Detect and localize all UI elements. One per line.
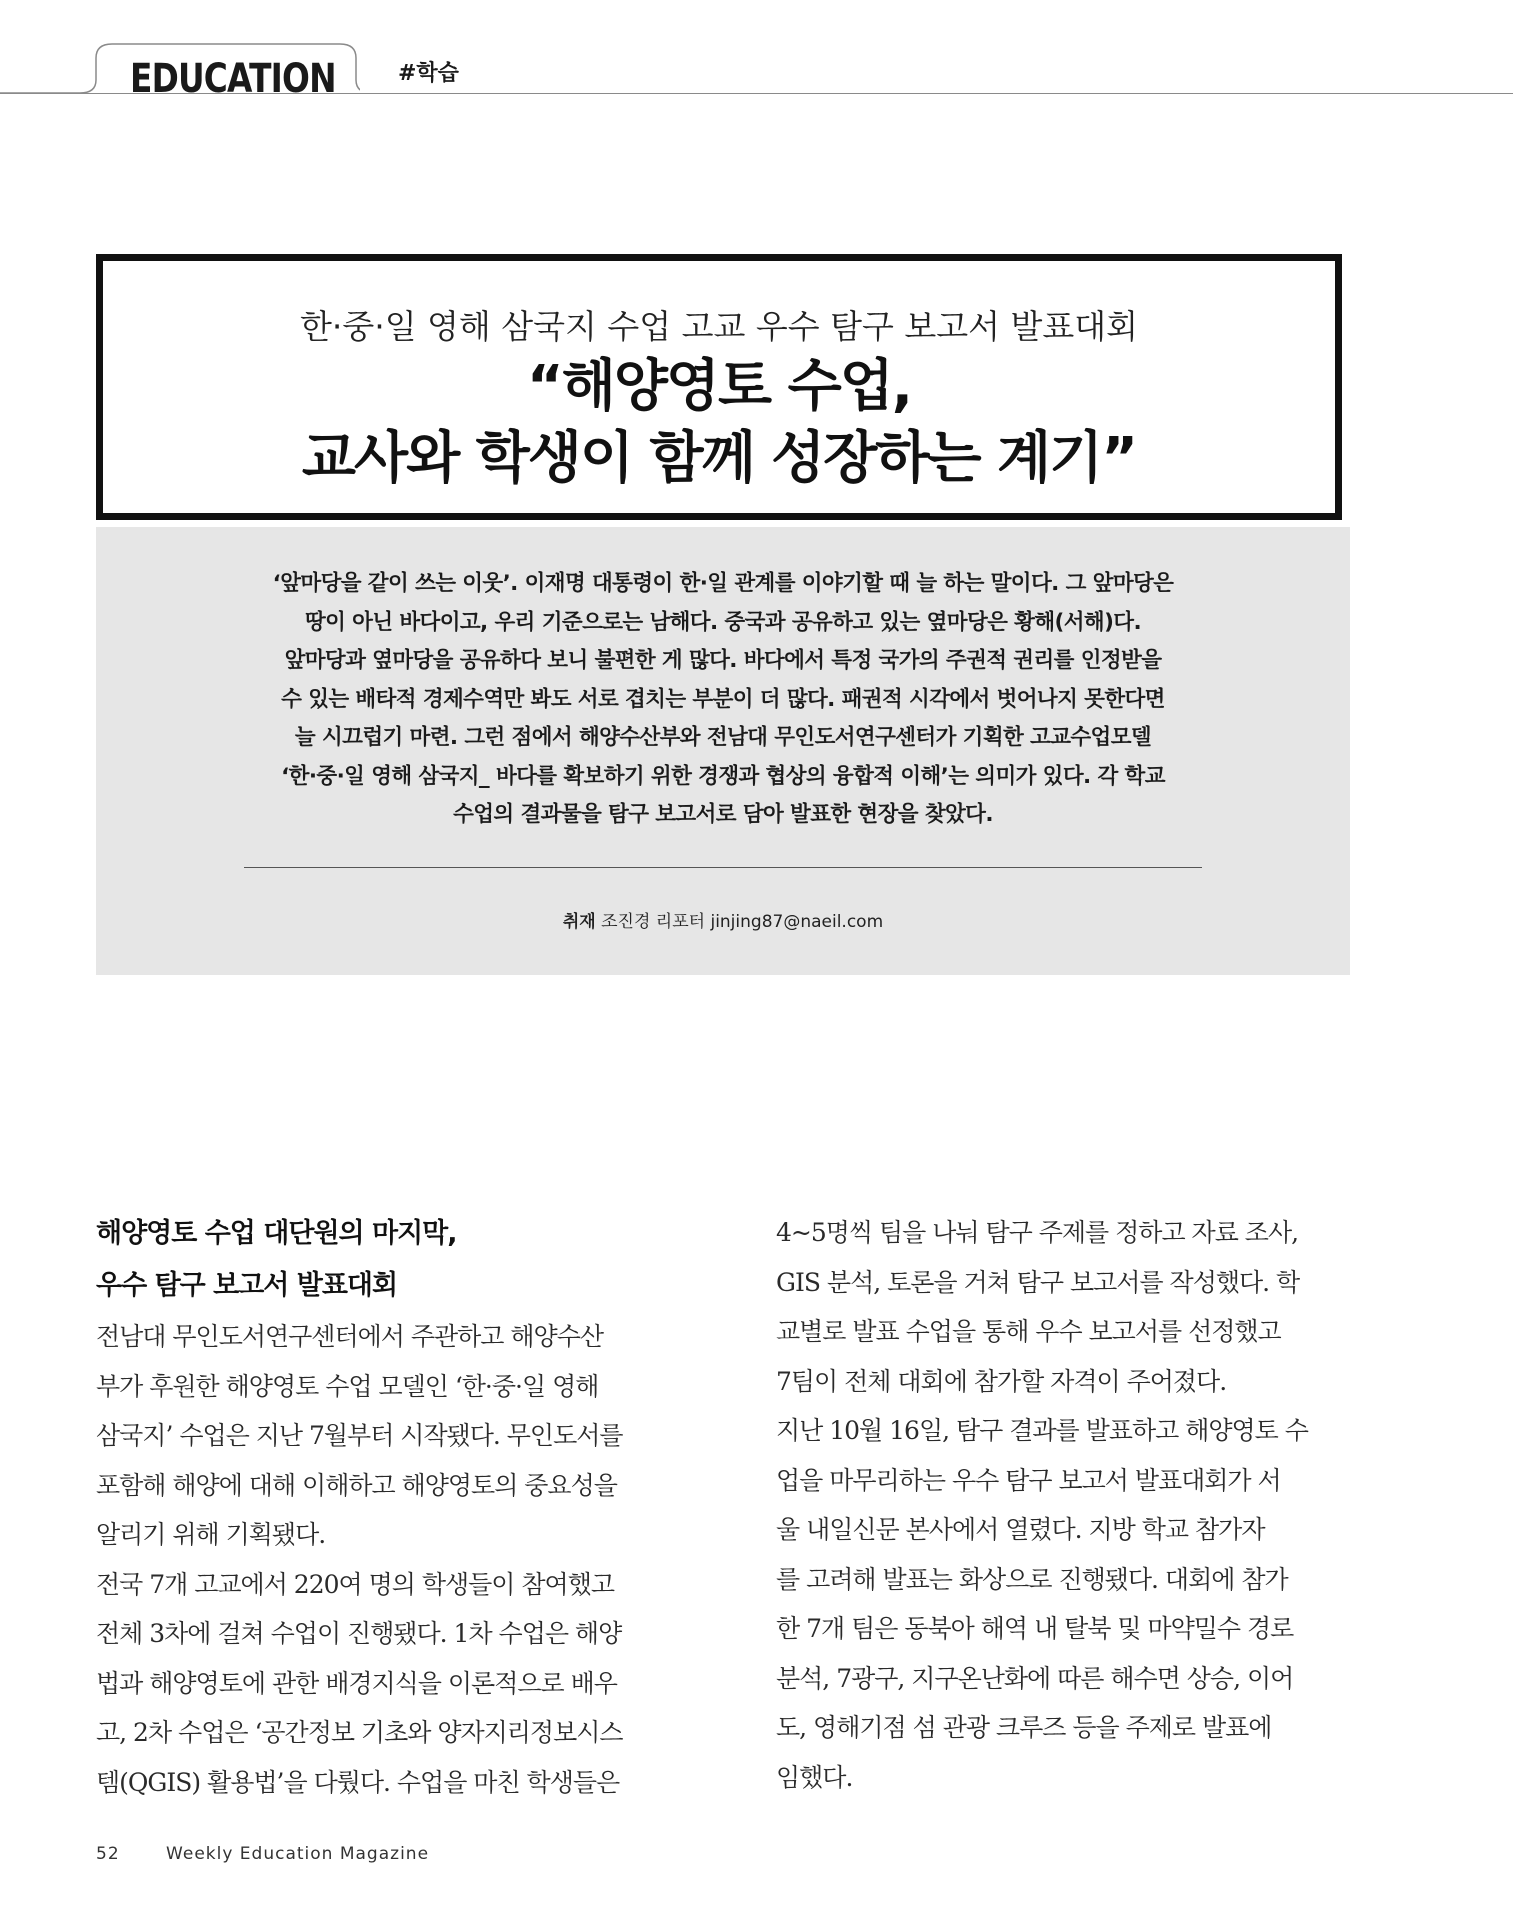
text-line: 지난 10월 16일, 탐구 결과를 발표하고 해양영토 수	[776, 1416, 1308, 1445]
subhead	[96, 1208, 672, 1312]
headline-line: 교사와 학생이 함께 성장하는 계기”	[301, 426, 1137, 491]
text-line: 분석, 7광구, 지구온난화에 따른 해수면 상승, 이어	[776, 1663, 1294, 1693]
lead-line: ‘한·중·일 영해 삼국지_ 바다를 확보하기 위한 경쟁과 협상의 융합적 이해’는 의미가 있다. 각 학교	[281, 763, 1165, 789]
title-box	[96, 254, 1342, 520]
text-line: 임했다.	[776, 1762, 853, 1792]
text-line: 를 고려해 발표는 화상으로 진행됐다. 대회에 참가	[776, 1564, 1288, 1594]
byline-label: 취재	[562, 912, 596, 932]
body-column-left	[96, 1208, 672, 1807]
text-line: 전국 7개 고교에서 220여 명의 학생들이 참여했고	[96, 1569, 615, 1599]
headline-line: “해양영토 수업,	[526, 354, 912, 419]
lead-box	[96, 527, 1350, 975]
text-line: 전체 3차에 걸쳐 수업이 진행됐다. 1차 수업은 해양	[96, 1619, 622, 1648]
text-line: GIS 분석, 토론을 거쳐 탐구 보고서를 작성했다. 학	[776, 1267, 1300, 1297]
footer	[96, 1844, 429, 1864]
section-label: EDUCATION	[130, 56, 336, 102]
subhead-line: 우수 탐구 보고서 발표대회	[96, 1270, 398, 1301]
text-line: 교별로 발표 수업을 통해 우수 보고서를 선정했고	[776, 1317, 1281, 1346]
lead-line: 늘 시끄럽기 마련. 그런 점에서 해양수산부와 전남대 무인도서연구센터가 기획한 고교수업모델	[294, 725, 1152, 750]
byline	[96, 907, 1350, 932]
lead-text	[236, 565, 1210, 835]
text-line: 포함해 해양에 대해 이해하고 해양영토의 중요성을	[96, 1470, 617, 1500]
text-line: 알리기 위해 기획됐다.	[96, 1520, 326, 1549]
text-line: 업을 마무리하는 우수 탐구 보고서 발표대회가 서	[776, 1465, 1281, 1495]
lead-divider	[244, 867, 1202, 868]
magazine-name: Weekly Education Magazine	[166, 1844, 430, 1864]
text-line: 전남대 무인도서연구센터에서 주관하고 해양수산	[96, 1322, 603, 1351]
text-line: 고, 2차 수업은 ‘공간정보 기초와 양자지리정보시스	[96, 1718, 623, 1747]
lead-line: 땅이 아닌 바다이고, 우리 기준으로는 남해다. 중국과 공유하고 있는 옆마당은 황해(서해)다.	[304, 609, 1142, 635]
text-line: 7팀이 전체 대회에 참가할 자격이 주어졌다.	[776, 1366, 1227, 1396]
text-line: 법과 해양영토에 관한 배경지식을 이론적으로 배우	[96, 1668, 617, 1698]
text-line: 도, 영해기점 섬 관광 크루즈 등을 주제로 발표에	[776, 1713, 1272, 1742]
headline	[103, 351, 1335, 495]
paragraph	[96, 1312, 672, 1560]
paragraph	[776, 1208, 1352, 1406]
kicker: 한·중·일 영해 삼국지 수업 고교 우수 탐구 보고서 발표대회	[299, 307, 1139, 346]
paragraph	[776, 1406, 1352, 1802]
subhead-line: 해양영토 수업 대단원의 마지막,	[96, 1218, 457, 1249]
text-line: 부가 후원한 해양영토 수업 모델인 ‘한·중·일 영해	[96, 1371, 599, 1401]
body-column-right	[776, 1208, 1352, 1802]
lead-line: ‘앞마당을 같이 쓰는 이웃’. 이재명 대통령이 한·일 관계를 이야기할 때 늘 하는 말이다. 그 앞마당은	[272, 571, 1174, 596]
lead-line: 수 있는 배타적 경제수역만 봐도 서로 겹치는 부분이 더 많다. 패권적 시각에서 벗어나지 못한다면	[281, 686, 1165, 712]
paragraph	[96, 1560, 672, 1808]
text-line: 4~5명씩 팀을 나눠 탐구 주제를 정하고 자료 조사,	[776, 1218, 1299, 1247]
lead-line: 앞마당과 옆마당을 공유하다 보니 불편한 게 많다. 바다에서 특정 국가의 주권적 권리를 인정받을	[284, 648, 1162, 673]
text-line: 한 7개 팀은 동북아 해역 내 탈북 및 마약밀수 경로	[776, 1614, 1294, 1643]
byline-text: 조진경 리포터 jinjing87@naeil.com	[601, 912, 884, 932]
page-number: 52	[96, 1844, 120, 1864]
text-line: 템(QGIS) 활용법’을 다뤘다. 수업을 마친 학생들은	[96, 1767, 620, 1797]
text-line: 울 내일신문 본사에서 열렸다. 지방 학교 참가자	[776, 1515, 1265, 1544]
text-line: 삼국지’ 수업은 지난 7월부터 시작됐다. 무인도서를	[96, 1421, 623, 1450]
lead-line: 수업의 결과물을 탐구 보고서로 담아 발표한 현장을 찾았다.	[453, 802, 993, 827]
hashtag: #학습	[398, 61, 459, 86]
